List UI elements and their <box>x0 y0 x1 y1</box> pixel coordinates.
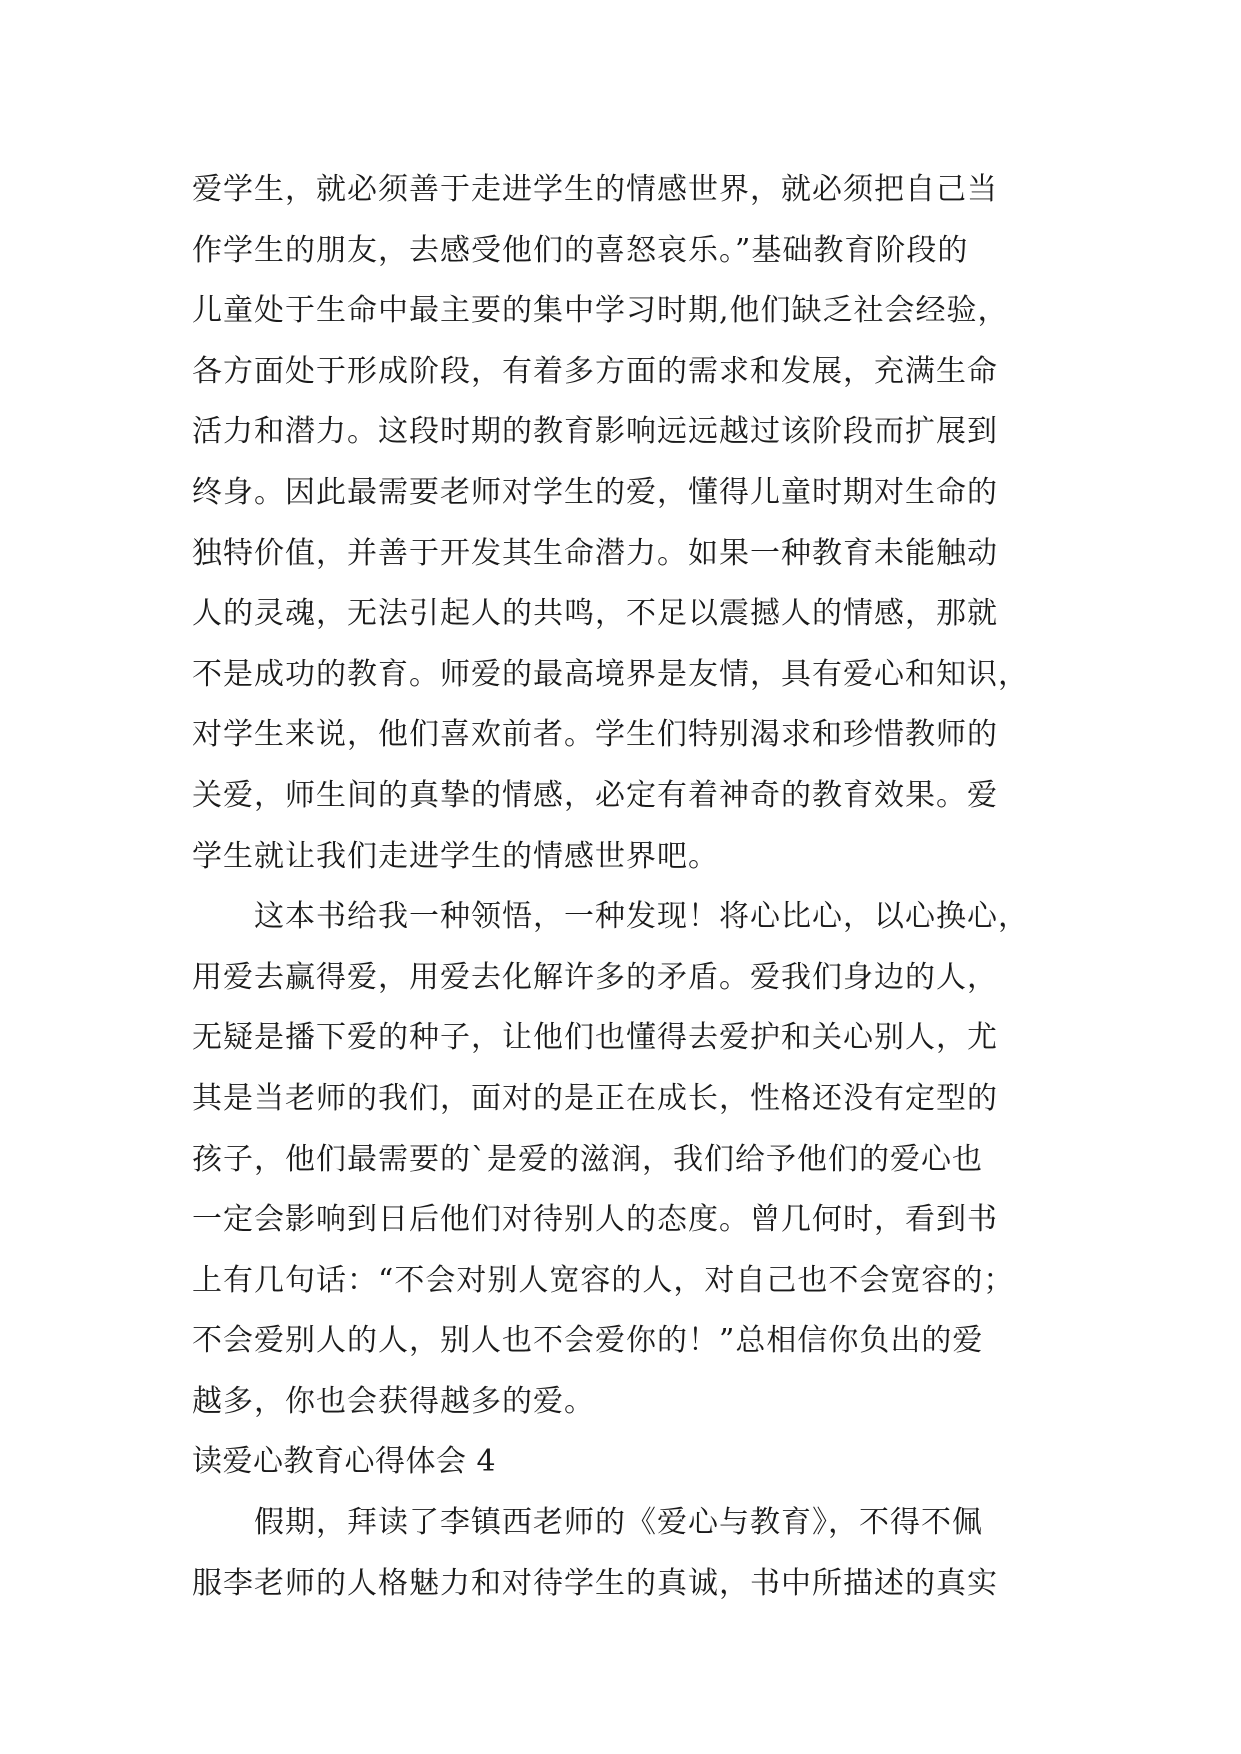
text-line: 无疑是播下爱的种子，让他们也懂得去爱护和关心别人，尤 <box>192 1020 998 1056</box>
text-line: 不会爱别人的人，别人也不会爱你的！”总相信你负出的爱 <box>192 1323 984 1359</box>
text-line: 这本书给我一种领悟，一种发现！将心比心，以心换心， <box>192 899 1029 935</box>
paragraph-section3-tail <box>192 160 1092 887</box>
text-line: 假期，拜读了李镇西老师的《爱心与教育》，不得不佩 <box>192 1505 983 1541</box>
paragraph-section4-intro <box>192 1493 1092 1614</box>
text-line: 各方面处于形成阶段，有着多方面的需求和发展，充满生命 <box>192 353 998 389</box>
document-body <box>192 160 1092 1614</box>
text-line: 爱学生，就必须善于走进学生的情感世界，就必须把自己当 <box>192 172 998 207</box>
text-line: 关爱，师生间的真挚的情感，必定有着神奇的教育效果。爱 <box>192 777 998 813</box>
text-line: 儿童处于生命中最主要的集中学习时期,他们缺乏社会经验， <box>192 293 1009 329</box>
text-line: 服李老师的人格魅力和对待学生的真诚，书中所描述的真实 <box>192 1565 998 1601</box>
text-line: 对学生来说，他们喜欢前者。学生们特别渴求和珍惜教师的 <box>192 717 998 753</box>
text-line: 学生就让我们走进学生的情感世界吧。 <box>192 838 719 874</box>
text-line: 其是当老师的我们，面对的是正在成长，性格还没有定型的 <box>192 1080 998 1116</box>
text-line: 活力和潜力。这段时期的教育影响远远越过该阶段而扩展到 <box>192 414 998 450</box>
text-line: 作学生的朋友，去感受他们的喜怒哀乐。”基础教育阶段的 <box>192 232 969 268</box>
text-line: 人的灵魂，无法引起人的共鸣，不足以震撼人的情感，那就 <box>192 596 998 632</box>
text-line: 独特价值，并善于开发其生命潜力。如果一种教育未能触动 <box>192 535 998 571</box>
text-line: 用爱去赢得爱，用爱去化解许多的矛盾。爱我们身边的人， <box>192 959 998 995</box>
text-line: 越多，你也会获得越多的爱。 <box>192 1383 595 1419</box>
text-line: 孩子，他们最需要的`是爱的滋润，我们给予他们的爱心也 <box>192 1141 983 1177</box>
text-line: 上有几句话：“不会对别人宽容的人，对自己也不会宽容的； <box>192 1262 1015 1298</box>
paragraph-section3-closing <box>192 887 1092 1432</box>
text-line: 一定会影响到日后他们对待别人的态度。曾几何时，看到书 <box>192 1202 998 1238</box>
text-line: 终身。因此最需要老师对学生的爱，懂得儿童时期对生命的 <box>192 474 998 510</box>
text-line: 不是成功的教育。师爱的最高境界是友情，具有爱心和知识， <box>192 656 1029 692</box>
section-heading: 读爱心教育心得体会 4 <box>192 1444 497 1480</box>
